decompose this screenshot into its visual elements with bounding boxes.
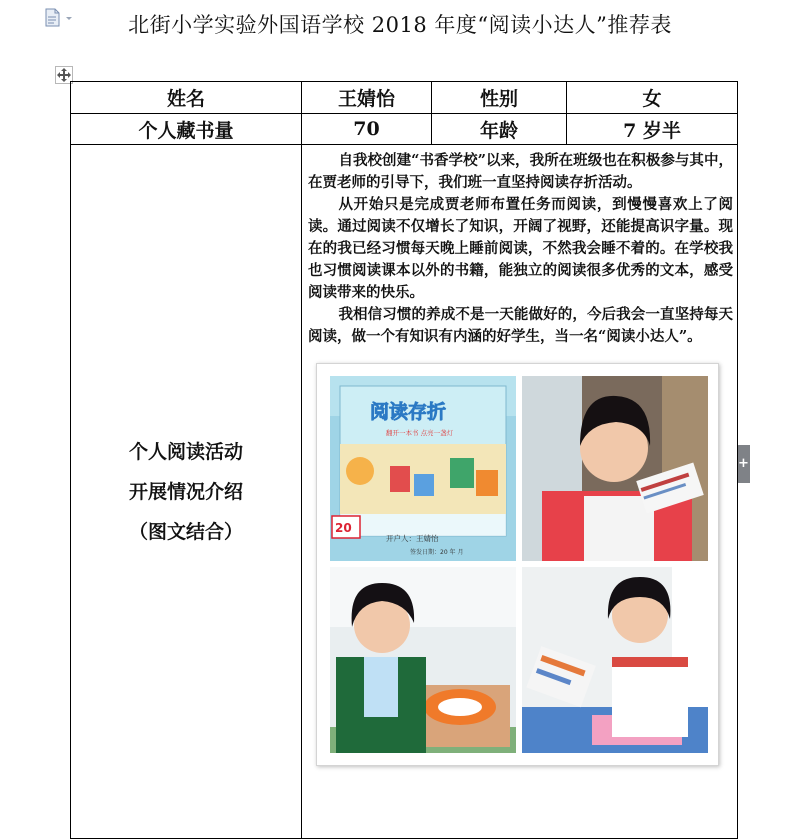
passbook-slogan: 翻开一本书 点亮一盏灯	[386, 429, 454, 437]
photo-girl-reading-leaflet	[522, 376, 708, 561]
passbook-account: 开户人：王婧怡	[386, 534, 439, 543]
name-label: 姓名	[71, 82, 302, 114]
side-panel-toggle[interactable]	[737, 445, 750, 483]
passbook-number: 20	[335, 521, 352, 535]
photo-collage[interactable]	[316, 363, 719, 766]
document-title: 北街小学实验外国语学校 2018 年度“阅读小达人”推荐表	[128, 13, 672, 37]
gender-value[interactable]: 女	[567, 82, 738, 114]
plus-icon: +	[738, 456, 749, 471]
activity-label-line-1: 个人阅读活动	[128, 440, 243, 463]
photo-girl-book-table	[522, 567, 708, 753]
photo-girl-puzzle	[330, 567, 516, 753]
essay-text	[308, 150, 733, 348]
table-row	[71, 114, 738, 145]
book-count-value[interactable]: 70	[302, 114, 432, 145]
gender-label: 性别	[432, 82, 567, 114]
photo-reading-passbook	[330, 376, 516, 561]
name-value[interactable]: 王婧怡	[302, 82, 432, 114]
book-count-label: 个人藏书量	[71, 114, 302, 145]
recommendation-form-table	[70, 81, 738, 839]
age-value[interactable]: 7 岁半	[567, 114, 738, 145]
table-row	[71, 145, 738, 839]
essay-paragraph-3: 我相信习惯的养成不是一天能做好的，今后我会一直坚持每天阅读，做一个有知识有内涵的好学生，当一名“阅读小达人”。	[308, 306, 733, 345]
essay-paragraph-1: 自我校创建“书香学校”以来，我所在班级也在积极参与其中，在贾老师的引导下，我们班一直坚持阅读存折活动。	[308, 152, 733, 191]
activity-label-line-2: 开展情况介绍	[128, 480, 243, 503]
age-label: 年龄	[432, 114, 567, 145]
essay-paragraph-2: 从开始只是完成贾老师布置任务而阅读，到慢慢喜欢上了阅读。通过阅读不仅增长了知识，开阔了视野，还能提高识字量。现在的我已经习惯每天晚上睡前阅读，不然我会睡不着的。在学校我也习惯阅读课本以外的书籍，能独立的阅读很多优秀的文本，感受阅读带来的快乐。	[308, 196, 733, 301]
table-row	[71, 82, 738, 114]
activity-label-cell	[71, 145, 302, 839]
passbook-banner: 阅读存折	[370, 401, 447, 423]
passbook-date: 签发日期：20 年 月	[410, 549, 464, 556]
activity-content-cell[interactable]	[302, 145, 738, 839]
activity-label-line-3: （图文结合）	[128, 520, 243, 543]
